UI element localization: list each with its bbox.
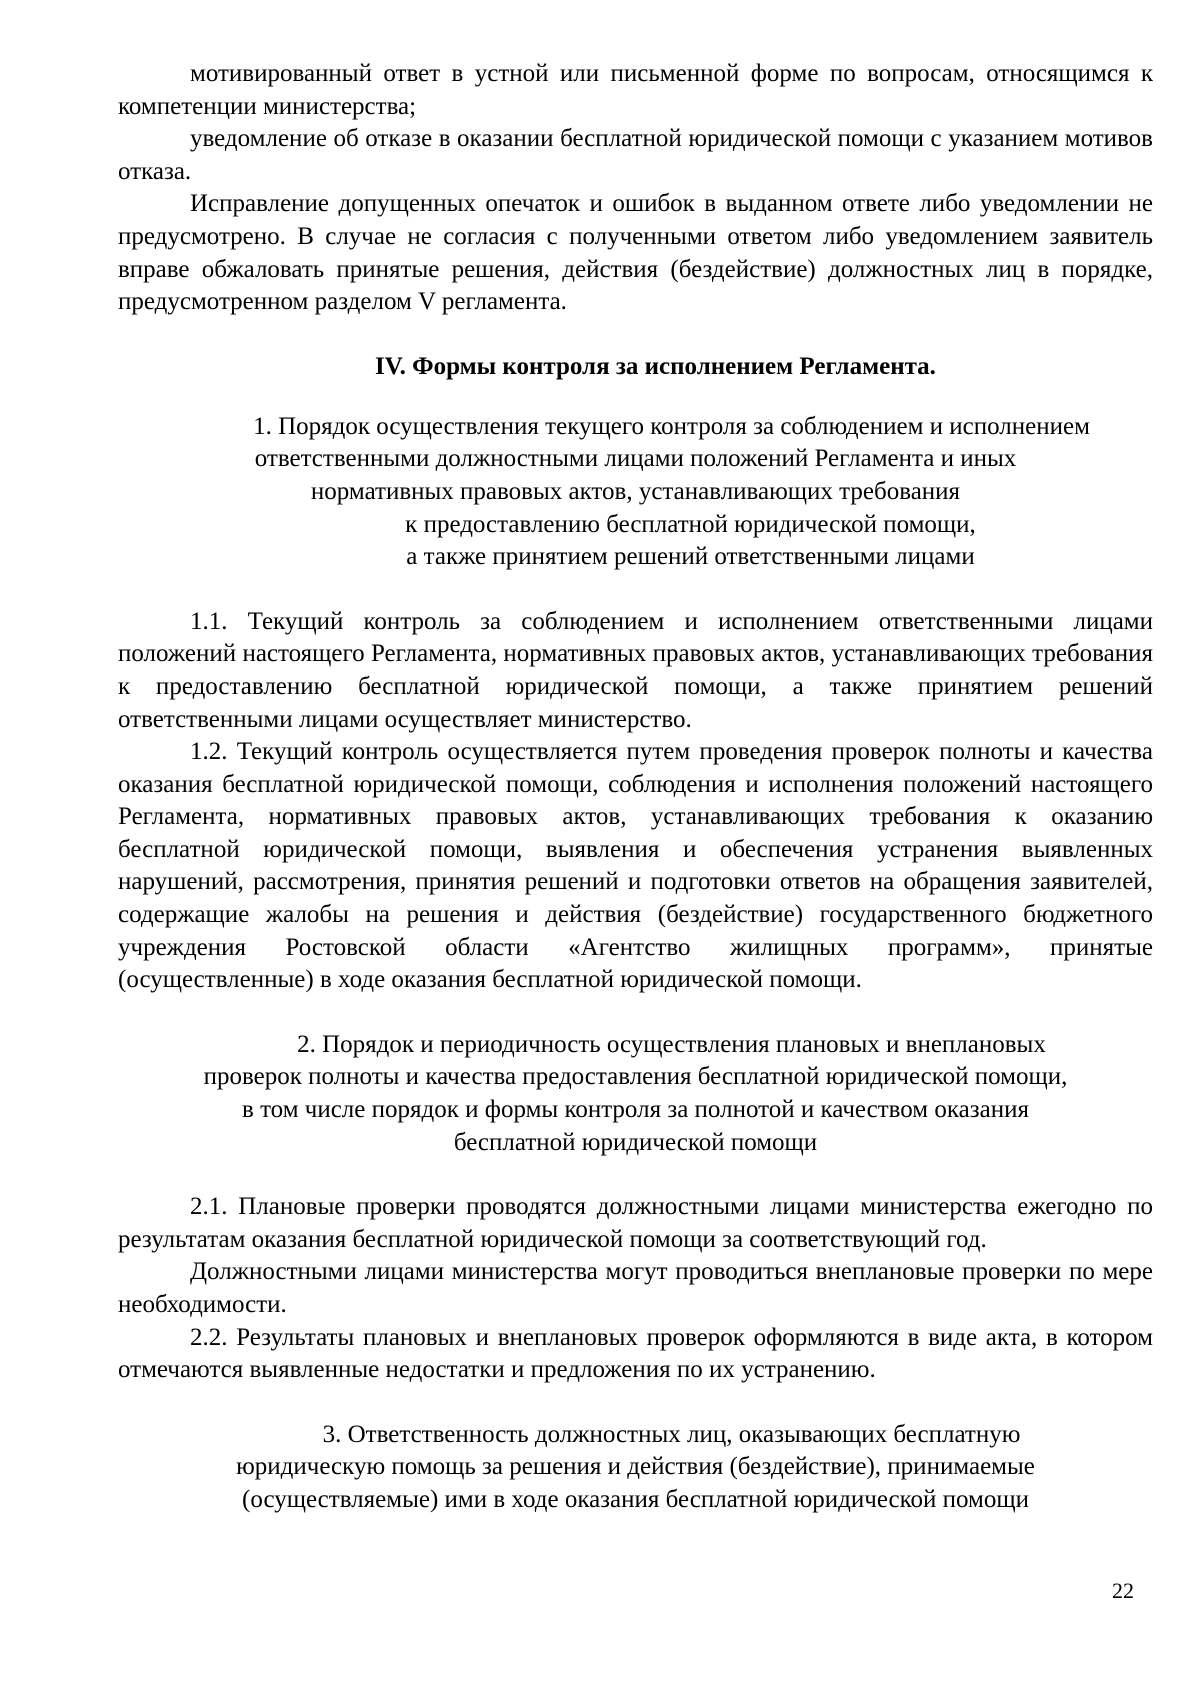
spacer	[118, 574, 1153, 606]
heading-line: юридическую помощь за решения и действия (бездействие), принимаемые	[236, 1453, 1035, 1481]
section-title: IV. Формы контроля за исполнением Регламента.	[375, 352, 936, 380]
heading-line: бесплатной юридической помощи	[453, 1128, 818, 1156]
paragraph-2-1b: Должностными лицами министерства могут проводиться внеплановые проверки по мере необходимости.	[118, 1258, 1153, 1318]
paragraph-1-2: 1.2. Текущий контроль осуществляется путем проведения проверок полноты и качества оказания бесплатной юридической помощи, соблюдения и исполнения положений настоящего Регламента, нормативных правовых актов, устанавливающих требования к оказанию бесплатной юридической помощи, выявления и обеспечения устранения выявленных нарушений, рассмотрения, принятия решений и подготовки ответов на обращения заявителей, содержащие жалобы на решения и действия (бездействие) государственного бюджетного учреждения Ростовской области «Агентство жилищных программ», принятые (осуществленные) в ходе оказания бесплатной юридической помощи.	[118, 738, 1153, 994]
heading-line: проверок полноты и качества предоставления бесплатной юридической помощи,	[203, 1063, 1068, 1091]
page-number: 22	[1112, 1578, 1134, 1603]
spacer	[118, 1387, 1153, 1419]
heading-line: (осуществляемые) ими в ходе оказания бесплатной юридической помощи	[242, 1485, 1029, 1513]
subsection-heading-1	[118, 411, 1153, 574]
heading-line: к предоставлению бесплатной юридической помощи,	[405, 510, 976, 538]
page-content	[118, 58, 1153, 1517]
paragraph-motivated-answer: мотивированный ответ в устной или письменной форме по вопросам, относящимся к компетенции министерства;	[118, 60, 1153, 120]
subsection-heading-2	[118, 1029, 1153, 1159]
heading-line: ответственными должностными лицами положений Регламента и иных	[254, 445, 1017, 473]
paragraph-refusal-notice: уведомление об отказе в оказании бесплатной юридической помощи с указанием мотивов отказа.	[118, 125, 1153, 185]
heading-line: нормативных правовых актов, устанавливающих требования	[310, 477, 961, 505]
heading-line: 2. Порядок и периодичность осуществления плановых и внеплановых	[297, 1030, 1046, 1058]
heading-line: в том числе порядок и формы контроля за полнотой и качеством оказания	[242, 1096, 1029, 1124]
paragraph-2-2: 2.2. Результаты плановых и внеплановых проверок оформляются в виде акта, в котором отмечаются выявленные недостатки и предложения по их устранению.	[118, 1323, 1153, 1384]
paragraph-corrections: Исправление допущенных опечаток и ошибок в выданном ответе либо уведомлении не предусмотрено. В случае не согласия с полученными ответом либо уведомлением заявитель вправе обжаловать принятые решения, действия (бездействие) должностных лиц в порядке, предусмотренном разделом V регламента.	[118, 190, 1153, 316]
paragraph-1-1: 1.1. Текущий контроль за соблюдением и исполнением ответственными лицами положений настоящего Регламента, нормативных правовых актов, устанавливающих требования к предоставлению бесплатной юридической помощи, а также принятием решений ответственными лицами осуществляет министерство.	[118, 607, 1153, 733]
heading-line: 3. Ответственность должностных лиц, оказывающих бесплатную	[322, 1420, 1021, 1448]
spacer	[118, 1159, 1153, 1191]
spacer	[118, 997, 1153, 1029]
paragraph-2-1: 2.1. Плановые проверки проводятся должностными лицами министерства ежегодно по результатам оказания бесплатной юридической помощи за соответствующий год.	[118, 1193, 1153, 1253]
heading-line: а также принятием решений ответственными лицами	[406, 543, 975, 571]
spacer	[118, 383, 1153, 411]
subsection-heading-3	[118, 1419, 1153, 1517]
spacer	[118, 319, 1153, 351]
heading-line: 1. Порядок осуществления текущего контроля за соблюдением и исполнением	[253, 412, 1090, 440]
